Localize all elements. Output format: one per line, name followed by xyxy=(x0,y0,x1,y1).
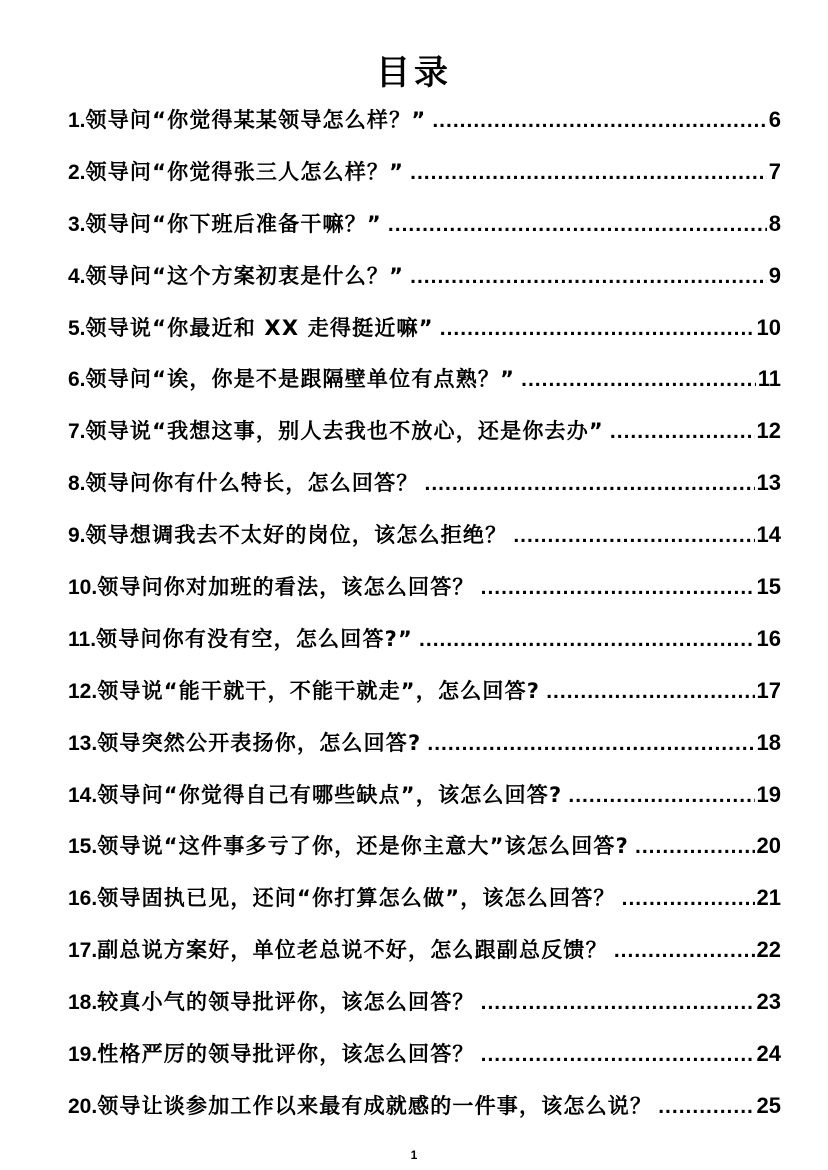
toc-entry-title: 领导问你对加班的看法，该怎么回答？ xyxy=(97,575,475,600)
toc-entry[interactable] xyxy=(68,1034,781,1086)
toc-entry[interactable] xyxy=(68,878,781,930)
toc-entry-title: 领导问“你觉得自己有哪些缺点”，该怎么回答? xyxy=(97,782,563,807)
toc-entry-page: 7 xyxy=(768,158,781,184)
page-number: 1 xyxy=(410,1148,418,1162)
toc-dot-leader xyxy=(610,412,755,452)
toc-entry-page: 14 xyxy=(756,522,781,548)
toc-entry-title: 领导突然公开表扬你，怎么回答? xyxy=(97,730,422,755)
toc-dot-leader xyxy=(410,153,767,193)
toc-entry-number: 13. xyxy=(68,731,98,755)
toc-entry-title: 领导让谈参加工作以来最有成就感的一件事，该怎么说？ xyxy=(97,1093,653,1118)
toc-entry[interactable] xyxy=(68,1086,781,1138)
toc-entry[interactable] xyxy=(68,619,781,671)
toc-entry-page: 20 xyxy=(756,833,781,859)
toc-entry[interactable] xyxy=(68,930,781,982)
toc-dot-leader xyxy=(481,568,755,608)
toc-entry[interactable] xyxy=(68,671,781,723)
toc-entry[interactable] xyxy=(68,826,781,878)
toc-entry-number: 10. xyxy=(68,576,98,600)
toc-entry-number: 5. xyxy=(68,316,86,340)
toc-entry-number: 18. xyxy=(68,991,98,1015)
toc-entry-title: 领导固执已见，还问“你打算怎么做”，该怎么回答？ xyxy=(97,886,616,911)
toc-entry-page: 10 xyxy=(756,314,781,340)
toc-dot-leader xyxy=(427,724,754,764)
toc-entry-page: 15 xyxy=(756,574,781,600)
toc-entry-title: 领导说“能干就干，不能干就走”，怎么回答? xyxy=(97,678,541,703)
toc-entry-number: 9. xyxy=(68,524,86,548)
toc-entry-title: 副总说方案好，单位老总说不好，怎么跟副总反馈？ xyxy=(97,938,608,963)
toc-entry[interactable] xyxy=(68,515,781,567)
toc-entry-title: 领导问你有什么特长，怎么回答？ xyxy=(85,471,419,496)
toc-entry-page: 13 xyxy=(756,470,781,496)
toc-entry[interactable] xyxy=(68,775,781,827)
toc-entry-title: 领导说“我想这事，别人去我也不放心，还是你去办” xyxy=(85,419,604,444)
toc-entry-title: 领导问“你觉得某某领导怎么样？” xyxy=(85,108,427,132)
toc-entry[interactable] xyxy=(68,463,781,515)
toc-entry-number: 6. xyxy=(68,368,86,392)
toc-dot-leader xyxy=(614,931,755,971)
toc-entry-title: 领导问“你下班后准备干嘛？” xyxy=(85,211,382,236)
toc-dot-leader xyxy=(658,1087,754,1127)
toc-entry-page: 9 xyxy=(768,262,781,288)
toc-dot-leader xyxy=(419,620,754,660)
toc-entry-page: 11 xyxy=(757,366,781,392)
toc-dot-leader xyxy=(481,983,755,1023)
toc-dot-leader xyxy=(410,257,767,297)
toc-entry[interactable] xyxy=(68,723,781,775)
toc-entry-number: 3. xyxy=(68,212,86,236)
toc-entry-page: 25 xyxy=(756,1092,781,1118)
toc-entry-number: 20. xyxy=(68,1094,98,1118)
table-of-contents xyxy=(68,100,781,1138)
toc-entry-number: 4. xyxy=(68,264,86,288)
toc-entry-title: 领导说“这件事多亏了你，还是你主意大”该怎么回答? xyxy=(97,834,629,859)
toc-entry-number: 1. xyxy=(68,109,86,132)
toc-entry[interactable] xyxy=(68,152,781,204)
toc-entry-number: 11. xyxy=(68,627,97,651)
toc-entry[interactable] xyxy=(68,204,781,256)
toc-dot-leader xyxy=(568,776,754,816)
toc-entry-number: 16. xyxy=(68,887,98,911)
toc-entry-page: 17 xyxy=(756,677,781,703)
toc-entry-title: 较真小气的领导批评你，该怎么回答？ xyxy=(97,990,475,1015)
toc-entry-title: 领导问你有没有空，怎么回答?” xyxy=(96,626,414,651)
toc-entry-page: 6 xyxy=(768,107,781,132)
toc-entry-title: 领导问“这个方案初衷是什么？” xyxy=(85,263,405,288)
toc-entry-page: 18 xyxy=(756,729,781,755)
toc-entry-page: 8 xyxy=(768,210,781,236)
toc-entry[interactable] xyxy=(68,100,781,152)
toc-entry-number: 7. xyxy=(68,420,86,444)
toc-entry[interactable] xyxy=(68,411,781,463)
toc-entry-title: 领导说“你最近和 XX 走得挺近嘛” xyxy=(85,315,434,340)
toc-dot-leader xyxy=(513,516,754,556)
toc-dot-leader xyxy=(432,101,766,141)
toc-entry-title: 性格严厉的领导批评你，该怎么回答？ xyxy=(97,1042,475,1067)
toc-entry-number: 15. xyxy=(68,835,98,859)
toc-entry-page: 19 xyxy=(756,781,781,807)
toc-dot-leader xyxy=(521,360,756,400)
toc-dot-leader xyxy=(635,827,755,867)
toc-entry-page: 21 xyxy=(756,885,781,911)
toc-entry-number: 8. xyxy=(68,472,86,496)
toc-title: 目录 xyxy=(376,53,452,93)
toc-entry-number: 17. xyxy=(68,939,98,963)
toc-entry-page: 16 xyxy=(756,625,781,651)
toc-entry-page: 24 xyxy=(756,1041,781,1067)
toc-entry-page: 22 xyxy=(756,937,781,963)
toc-entry[interactable] xyxy=(68,982,781,1034)
toc-entry-page: 12 xyxy=(756,418,781,444)
toc-dot-leader xyxy=(425,464,755,504)
toc-entry-number: 2. xyxy=(68,160,86,184)
toc-entry[interactable] xyxy=(68,256,781,308)
toc-entry[interactable] xyxy=(68,359,781,411)
toc-entry-page: 23 xyxy=(756,989,781,1015)
toc-dot-leader xyxy=(546,672,754,712)
toc-dot-leader xyxy=(440,309,755,349)
toc-entry-number: 14. xyxy=(68,783,98,807)
toc-entry-number: 12. xyxy=(68,679,98,703)
toc-entry[interactable] xyxy=(68,308,781,360)
toc-dot-leader xyxy=(388,205,767,245)
toc-entry-number: 19. xyxy=(68,1043,98,1067)
toc-entry-title: 领导问“诶，你是不是跟隔壁单位有点熟？” xyxy=(85,367,516,392)
toc-entry[interactable] xyxy=(68,567,781,619)
toc-dot-leader xyxy=(622,879,755,919)
toc-entry-title: 领导想调我去不太好的岗位，该怎么拒绝？ xyxy=(85,523,508,548)
toc-dot-leader xyxy=(481,1035,755,1075)
toc-entry-title: 领导问“你觉得张三人怎么样？” xyxy=(85,159,405,184)
